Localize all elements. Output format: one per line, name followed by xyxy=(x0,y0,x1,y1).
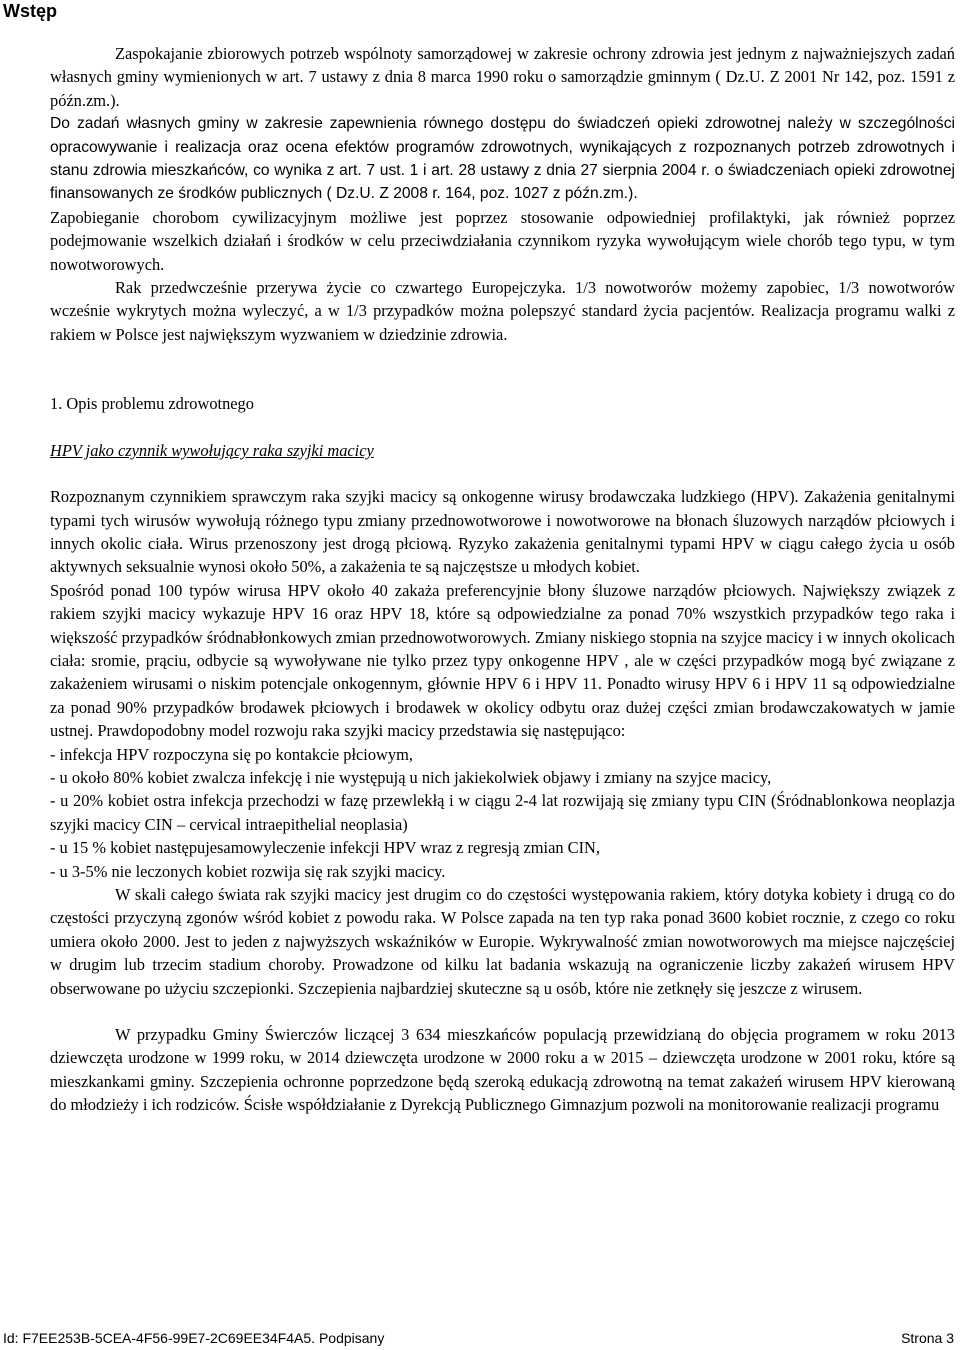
section-paragraph-1: Rozpoznanym czynnikiem sprawczym raka szyjki macicy są onkogenne wirusy brodawczaka ludzkiego (HPV). Zakażenia genitalnymi typami tych wirusów wywołują różnego typu zmiany przednowotworowe i nowotworowe na błonach śluzowych narządów płciowych i innych okolic ciała. Wirus przenoszony jest drogą płciową. Ryzyko zakażenia genitalnymi typami HPV w ciągu całego życia u osób aktywnych seksualnie wynosi około 50%, a zakażenia te są najczęstsze u młodych kobiet. xyxy=(50,487,955,577)
page-heading: Wstęp xyxy=(3,1,57,21)
intro-paragraph-4: Rak przedwcześnie przerywa życie co czwartego Europejczyka. 1/3 nowotworów możemy zapobiec, 1/3 nowotworów wcześnie wykrytych można wyleczyć, a w 1/3 przypadków można polepszyć standard życia pacjentów. Realizacja programu walki z rakiem w Polsce jest największym wyzwaniem w dziedzinie zdrowia. xyxy=(50,278,955,344)
section-subtitle: HPV jako czynnik wywołujący raka szyjki macicy xyxy=(50,440,374,460)
intro-paragraph-3: Zapobieganie chorobom cywilizacyjnym możliwe jest poprzez stosowanie odpowiedniej profilaktyki, jak również poprzez podejmowanie wszelkich działań i środków w celu przeciwdziałania czynnikom ryzyka wywołującym wiele chorób tego typu, w tym nowotworowych. xyxy=(50,207,955,274)
list-item: - u około 80% kobiet zwalcza infekcję i nie występują u nich jakiekolwiek objawy i zmiany na szyjce macicy, xyxy=(50,767,772,787)
section-title: 1. Opis problemu zdrowotnego xyxy=(50,394,254,414)
page-number: Strona 3 xyxy=(901,1330,954,1346)
spacer xyxy=(50,1000,955,1023)
intro-paragraph-2: Do zadań własnych gminy w zakresie zapewnienia równego dostępu do świadczeń opieki zdrowotnej należy w szczególności opracowywanie i realizacja oraz ocena efektów programów zdrowotnych, wynikających z rozpoznanych potrzeb zdrowotnych i stanu zdrowia mieszkańców, co wynika z art. 7 ust. 1 i art. 28 ustawy z dnia 27 sierpnia 2004 r. o świadczeniach opieki zdrowotnej finansowanych ze środków publicznych ( Dz.U. Z 2008 r. 164, poz. 1027 z późn.zm.). xyxy=(50,115,955,203)
document-id: Id: F7EE253B-5CEA-4F56-99E7-2C69EE34F4A5. Podpisany xyxy=(3,1330,385,1346)
section-paragraph-4: W przypadku Gminy Świerczów liczącej 3 634 mieszkańców populacją przewidzianą do objęcia programem w roku 2013 dziewczęta urodzone w 1999 roku, w 2014 dziewczęta urodzone w 2000 roku a w 2015 – dziewczęta urodzone w 2001 roku, które są mieszkankami gminy. Szczepienia ochronne poprzedzone będą szeroką edukacją zdrowotną na temat zakażeń wirusem HPV kierowaną do młodzieży i ich rodziców. Ścisłe współdziałanie z Dyrekcją Publicznego Gimnazjum pozwoli na monitorowanie realizacji programu xyxy=(50,1025,955,1115)
list-item: - u 20% kobiet ostra infekcja przechodzi w fazę przewlekłą i w ciągu 2-4 lat rozwijają się zmiany typu CIN (Śródnablonkowa neoplazja szyjki macicy CIN – cervical intraepithelial neoplasia) xyxy=(50,791,955,834)
document-body xyxy=(50,42,955,1117)
intro-paragraph-1: Zaspokajanie zbiorowych potrzeb wspólnoty samorządowej w zakresie ochrony zdrowia jest jednym z najważniejszych zadań własnych gminy wymienionych w art. 7 ustawy z dnia 8 marca 1990 roku o samorządzie gminnym ( Dz.U. Z 2001 Nr 142, poz. 1591 z późn.zm.). xyxy=(50,44,955,110)
spacer xyxy=(50,462,955,485)
list-item: - infekcja HPV rozpoczyna się po kontakcie płciowym, xyxy=(50,744,413,764)
section-paragraph-2: Spośród ponad 100 typów wirusa HPV około 40 zakaża preferencyjnie błony śluzowe narządów płciowych. Największy związek z rakiem szyjki macicy wykazuje HPV 16 oraz HPV 18, które są odpowiedzialne za ponad 70% wszystkich przypadków tego raka i większość przypadków śródnabłonkowych zmian przednowotworowych. Zmiany niskiego stopnia na szyjce macicy i w innych okolicach ciała: sromie, prąciu, odbycie są wywoływane nie tylko przez typy onkogenne HPV , ale w części przypadków mogą być związane z zakażeniem wirusami o niskim potencjale onkogennym, głównie HPV 6 i HPV 11. Ponadto wirusy HPV 6 i HPV 11 są odpowiedzialne za ponad 90% przypadków brodawek płciowych i brodawek w okolicy odbytu oraz dużej części zmian brodawczakowatych w jamie ustnej. Prawdopodobny model rozwoju raka szyjki macicy przedstawia się następująco: xyxy=(50,580,955,741)
section-paragraph-3: W skali całego świata rak szyjki macicy jest drugim co do częstości występowania rakiem, który dotyka kobiety i drugą co do częstości przyczyną zgonów wśród kobiet z powodu raka. W Polsce zapada na ten typ raka ponad 3600 kobiet rocznie, z czego co roku umiera około 2000. Jest to jeden z najwyższych wskaźników w Europie. Wykrywalność zmian nowotworowych ma miejsce najczęściej w drugim lub trzecim stadium choroby. Prowadzone od kilku lat badania wskazują na ograniczenie liczby zakażeń wirusem HPV obserwowane po użyciu szczepionki. Szczepienia najbardziej skuteczne są u osób, które nie zetknęły się jeszcze z wirusem. xyxy=(50,885,955,998)
list-item: - u 3-5% nie leczonych kobiet rozwija się rak szyjki macicy. xyxy=(50,861,446,881)
spacer xyxy=(50,416,955,439)
page-footer xyxy=(3,1329,954,1347)
spacer xyxy=(50,346,955,392)
list-item: - u 15 % kobiet następujesamowyleczenie infekcji HPV wraz z regresją zmian CIN, xyxy=(50,838,600,858)
